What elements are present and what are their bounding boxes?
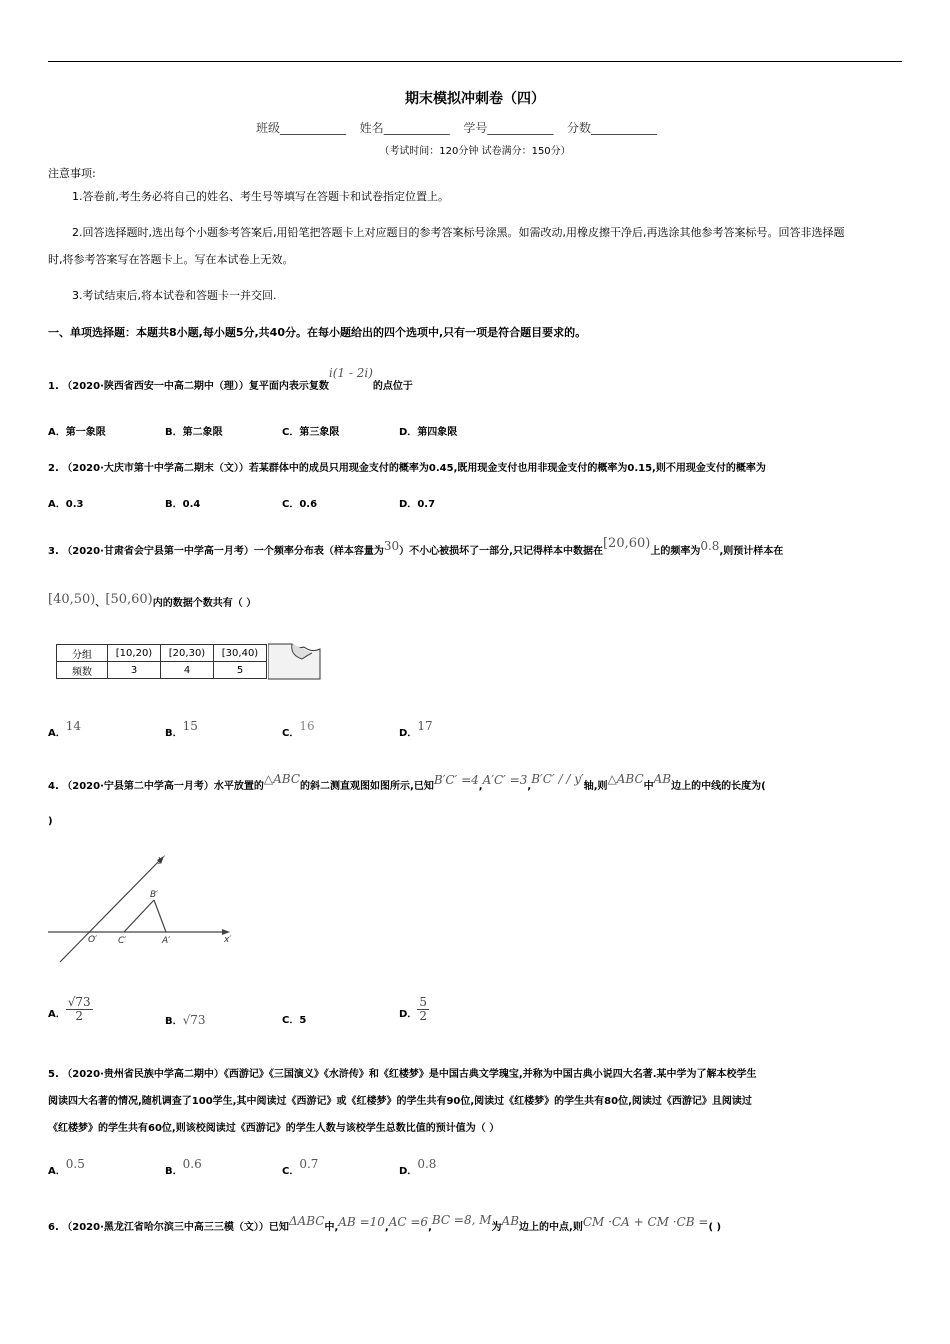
table-header-group: 分组: [57, 645, 108, 662]
q3-frequency: 0.8: [700, 539, 720, 553]
q6-expr-1: AB =10: [338, 1215, 385, 1229]
q5-option-b[interactable]: B．0.6: [165, 1157, 202, 1177]
question-1: [48, 366, 413, 393]
q4-text-e: 边上的中线的长度为(: [671, 781, 766, 792]
q1-option-b[interactable]: B．第二象限: [165, 427, 223, 438]
label-c: C′: [118, 936, 127, 946]
q1-source: （2020·陕西省西安一中高二期中（理））: [62, 381, 249, 392]
q3-interval-2: [50,60): [105, 592, 153, 607]
q1-option-d[interactable]: D．第四象限: [399, 427, 458, 438]
notice-item-2-cont: 时,将参考答案写在答题卡上。写在本试卷上无效。: [48, 253, 294, 266]
q2-option-c[interactable]: C．0.6: [282, 499, 318, 510]
id-blank[interactable]: ___________: [487, 121, 554, 135]
q4-text-a: 水平放置的: [213, 781, 264, 792]
frequency-table: [56, 644, 267, 679]
question-6: 6. （2020·黑龙江省哈尔滨三中高三三模（文））已知ΔABC中,AB =10,AC =6,BC =8, M为AB边上的中点,则CM ·CA + CM ·CB =( ): [48, 1213, 722, 1233]
question-3-cont: [48, 592, 257, 610]
q6-number: 6.: [48, 1222, 59, 1233]
q6-text-e: ( ): [708, 1222, 722, 1233]
q3-sample-size: 30: [383, 539, 400, 553]
q5-line-3: 《红楼梦》的学生共有60位,则该校阅读过《西游记》的学生人数与该校学生总数比值的预计值为（ ）: [48, 1123, 500, 1134]
q3-interval: [20,60): [602, 536, 651, 551]
table-cell: [30,40): [214, 645, 267, 662]
q4-number: 4.: [48, 781, 59, 792]
q3-option-a[interactable]: A．14: [48, 719, 82, 739]
question-5: [48, 1068, 757, 1081]
label-b: B′: [150, 890, 159, 900]
q5-line-2: 阅读四大名著的情况,随机调查了100学生,其中阅读过《西游记》或《红楼梦》的学生共有90位,阅读过《红楼梦》的学生共有80位,阅读过《西游记》且阅读过: [48, 1096, 752, 1107]
torn-corner-icon: [268, 643, 324, 681]
q5-line-1: 《西游记》《三国演义》《水浒传》和《红楼梦》是中国古典文学瑰宝,并称为中国古典小说四大名著.某中学为了解本校学生: [223, 1069, 757, 1080]
q1-option-a[interactable]: A．第一象限: [48, 427, 106, 438]
q4-option-d[interactable]: D． $\frac{5}{2}$: [399, 995, 427, 1023]
score-label: 分数: [567, 121, 592, 135]
q5-source: （2020·贵州省民族中学高二期中）: [62, 1069, 224, 1080]
notice-heading: 注意事项:: [48, 167, 96, 180]
class-blank[interactable]: ___________: [280, 121, 347, 135]
q4-option-c[interactable]: C．5: [282, 1015, 307, 1026]
table-cell: 4: [161, 662, 214, 679]
table-cell: 3: [108, 662, 161, 679]
q1-option-c[interactable]: C．第三象限: [282, 427, 340, 438]
q4-triangle-2: △ABC: [607, 772, 644, 786]
q3-separator: 、: [95, 598, 106, 609]
q2-option-b[interactable]: B．0.4: [165, 499, 201, 510]
table-cell: 5: [214, 662, 267, 679]
q5-option-c[interactable]: C．0.7: [282, 1157, 319, 1177]
q3-text-d: ,则预计样本在: [719, 546, 784, 557]
table-cell: [20,30): [161, 645, 214, 662]
exam-meta: （考试时间：120分钟 试卷满分：150分）: [379, 146, 571, 157]
q6-source: （2020·黑龙江省哈尔滨三中高三三模（文））: [62, 1222, 269, 1233]
q3-text-e: 内的数据个数共有（ ）: [152, 598, 257, 609]
q4-expr-1: B′C′ =4: [433, 773, 479, 787]
q3-interval-1: [40,50): [48, 592, 96, 607]
q2-text: 若某群体中的成员只用现金支付的概率为0.45,既用现金支付也用非现金支付的概率为0.15,则不用现金支付的概率为: [248, 463, 766, 474]
q2-option-d[interactable]: D．0.7: [399, 499, 436, 510]
class-label: 班级: [256, 121, 281, 135]
notice-item-1: 1.答卷前,考生务必将自己的姓名、考生号等填写在答题卡和试卷指定位置上。: [72, 190, 449, 203]
notice-item-2: 2.回答选择题时,选出每个小题参考答案后,用铅笔把答题卡上对应题目的参考答案标号涂黑。如需改动,用橡皮擦干净后,再选涂其他参考答案标号。回答非选择题: [72, 226, 845, 239]
question-4: 4. （2020·宁县第二中学高一月考）水平放置的△ABC的斜二测直观图如图所示,已知B′C′ =4,A′C′ =3,B′C′ / / y′轴,则△ABC中AB边上的中线的长度为(: [48, 772, 766, 792]
q4-source: （2020·宁县第二中学高一月考）: [62, 781, 214, 792]
q6-expr-2: AC =6: [388, 1215, 429, 1229]
q4-triangle: △ABC: [263, 772, 301, 786]
q2-number: 2.: [48, 463, 59, 474]
info-line: [256, 121, 657, 135]
notice-item-3: 3.考试结束后,将本试卷和答题卡一并交回.: [72, 289, 277, 302]
q4-option-b[interactable]: B．√73: [165, 1013, 206, 1027]
name-label: 姓名: [359, 121, 384, 135]
q4-expr-2: A′C′ =3: [482, 773, 528, 787]
label-x: x′: [224, 935, 232, 945]
q3-number: 3.: [48, 546, 59, 557]
q3-option-d[interactable]: D．17: [399, 719, 433, 739]
page-title: 期末模拟冲刺卷（四）: [405, 91, 545, 107]
q3-source: （2020·甘肃省会宁县第一中学高一月考）: [62, 546, 254, 557]
q1-text-a: 复平面内表示复数: [248, 381, 329, 392]
q5-option-a[interactable]: A．0.5: [48, 1157, 85, 1177]
q6-expr-4: CM ·CA + CM ·CB =: [582, 1215, 709, 1229]
label-a: A′: [162, 936, 171, 946]
q4-text-c: 轴,则: [583, 781, 608, 792]
q2-source: （2020·大庆市第十中学高二期末（文））: [62, 463, 249, 474]
table-cell: [10,20): [108, 645, 161, 662]
name-blank[interactable]: ___________: [383, 121, 450, 135]
oblique-diagram: [46, 850, 246, 970]
q4-expr-3: B′C′ / / y′: [531, 772, 584, 786]
q3-option-c[interactable]: C．16: [282, 719, 315, 739]
q5-number: 5.: [48, 1069, 59, 1080]
q3-text-c: 上的频率为: [650, 546, 701, 557]
q5-option-d[interactable]: D．0.8: [399, 1157, 437, 1177]
question-4-cont: ): [48, 816, 53, 827]
question-2: [48, 462, 766, 475]
q2-option-a[interactable]: A．0.3: [48, 499, 84, 510]
q1-text-b: 的点位于: [372, 381, 413, 392]
table-header-count: 频数: [57, 662, 108, 679]
id-label: 学号: [463, 121, 488, 135]
q1-expression: i(1 - 2i): [328, 366, 373, 380]
q4-ab: AB: [653, 772, 672, 786]
section-heading: 一、单项选择题：本题共8小题,每小题5分,共40分。在每小题给出的四个选项中,只有一项是符合题目要求的。: [48, 326, 587, 339]
q6-ab: AB: [501, 1214, 520, 1228]
q4-text-b: 的斜二测直观图如图所示,已知: [300, 781, 434, 792]
top-rule: [48, 61, 902, 62]
q3-text-b: ）不小心被损坏了一部分,只记得样本中数据在: [399, 546, 603, 557]
q6-triangle: ΔABC: [288, 1214, 325, 1228]
q4-option-a[interactable]: A． $\frac{√73}{2}$: [48, 995, 91, 1023]
label-y: y′: [158, 855, 166, 865]
q6-text-a: 已知: [268, 1222, 289, 1233]
label-o: O′: [88, 935, 98, 945]
question-3: [48, 536, 784, 558]
q3-text-a: 一个频率分布表（样本容量为: [253, 546, 384, 557]
q3-option-b[interactable]: B．15: [165, 719, 198, 739]
score-blank[interactable]: ___________: [591, 121, 658, 135]
q1-number: 1.: [48, 381, 59, 392]
q6-expr-3: BC =8, M: [431, 1213, 492, 1227]
